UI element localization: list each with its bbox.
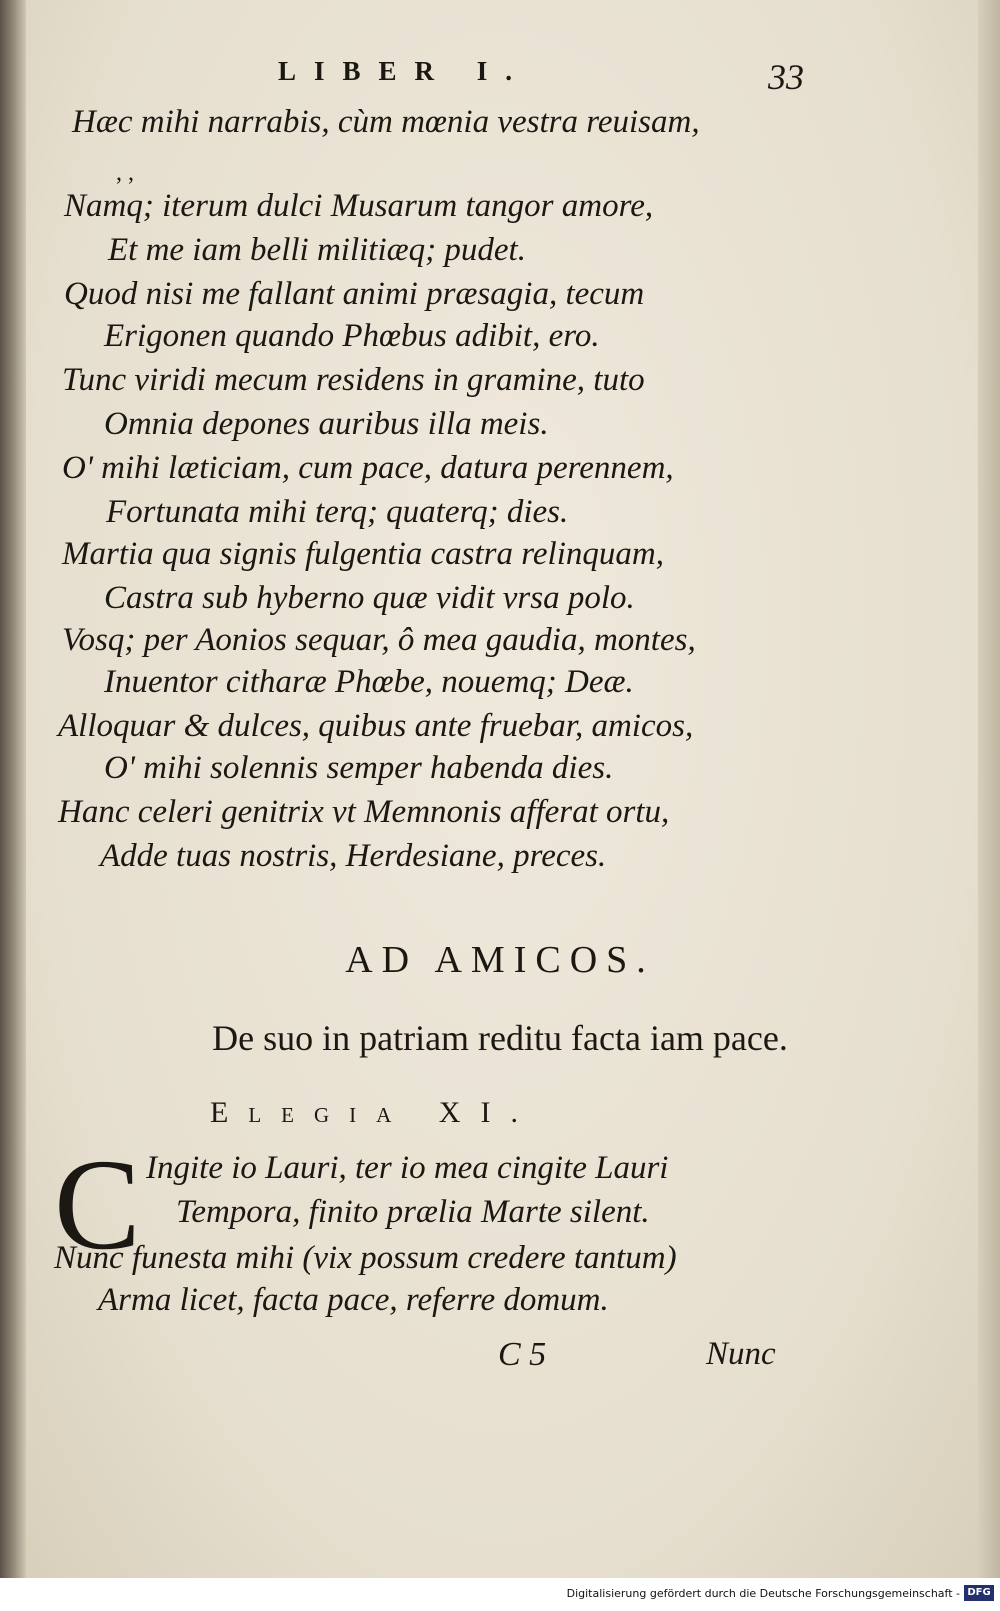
verse-line: Alloquar & dulces, quibus ante fruebar, amicos, xyxy=(58,708,694,744)
verse-line: Inuentor citharæ Phœbe, nouemq; Deæ. xyxy=(104,664,634,700)
verse-line: Castra sub hyberno quæ vidit vrsa polo. xyxy=(104,580,635,616)
page-number: 33 xyxy=(768,57,804,97)
verse-line: Tempora, finito prælia Marte silent. xyxy=(176,1194,650,1230)
credit-text: Digitalisierung gefördert durch die Deutsche Forschungsgemeinschaft - xyxy=(566,1587,960,1600)
elegy-label: Elegia XI. xyxy=(210,1096,538,1129)
verse-line: Nunc funesta mihi (vix possum credere tantum) xyxy=(54,1240,677,1276)
credit-bar xyxy=(0,1578,1000,1611)
verse-line: Fortunata mihi terq; quaterq; dies. xyxy=(106,494,569,530)
verse-line: Adde tuas nostris, Herdesiane, preces. xyxy=(100,838,607,874)
verse-line: Vosq; per Aonios sequar, ô mea gaudia, montes, xyxy=(62,622,696,658)
verse-line: Quod nisi me fallant animi præsagia, tecum xyxy=(64,276,645,312)
drop-cap: C xyxy=(54,1133,141,1277)
verse-line: Martia qua signis fulgentia castra relinquam, xyxy=(62,536,664,572)
verse-line: Erigonen quando Phœbus adibit, ero. xyxy=(104,318,600,354)
verse-line: O' mihi læticiam, cum pace, datura perennem, xyxy=(62,450,674,486)
verse-line: Hæc mihi narrabis, cùm mœnia vestra reuisam, xyxy=(72,104,700,140)
verse-line: O' mihi solennis semper habenda dies. xyxy=(104,750,614,786)
running-title: LIBER I. xyxy=(278,56,531,86)
section-subtitle: De suo in patriam reditu facta iam pace. xyxy=(212,1018,788,1058)
verse-line: Tunc viridi mecum residens in gramine, tuto xyxy=(62,362,645,398)
verse-line: Omnia depones auribus illa meis. xyxy=(104,406,549,442)
verse-line: Ingite io Lauri, ter io mea cingite Lauri xyxy=(146,1150,669,1186)
verse-line: Et me iam belli militiæq; pudet. xyxy=(108,232,526,268)
section-title: AD AMICOS. xyxy=(345,939,655,981)
verse-line: Arma licet, facta pace, referre domum. xyxy=(98,1282,609,1318)
signature-mark: C 5 xyxy=(498,1336,547,1373)
book-spine xyxy=(0,0,26,1578)
verse-line: Namq; iterum dulci Musarum tangor amore, xyxy=(64,188,654,224)
page-edge xyxy=(978,0,1000,1578)
verse-line: Hanc celeri genitrix vt Memnonis afferat ortu, xyxy=(58,794,670,830)
punctuation-marks: , , xyxy=(116,160,134,186)
catchword: Nunc xyxy=(706,1336,776,1372)
dfg-logo: DFG xyxy=(964,1585,994,1601)
